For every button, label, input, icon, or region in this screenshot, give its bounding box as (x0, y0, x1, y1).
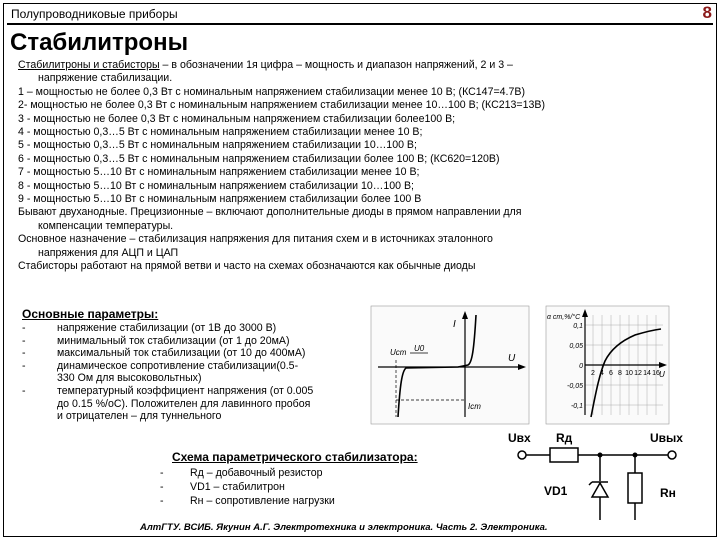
note-continuation: компенсации температуры. (38, 219, 174, 232)
slide-header (7, 3, 713, 25)
scheme-legend (160, 466, 380, 508)
scheme-title: Схема параметрического стабилизатора: (172, 450, 418, 464)
tkn-x-tick: 12 (634, 370, 642, 377)
page-title: Стабилитроны (10, 29, 189, 56)
param-item: - минимальный ток стабилизации (от 1 до 20мА) (22, 334, 290, 347)
tkn-y-tick: -0,1 (570, 403, 583, 410)
param-item: 330 Ом для высоковольтных) (57, 372, 202, 385)
note-continuation: напряжения для АЦП и ЦАП (38, 246, 179, 259)
body-text (18, 59, 708, 274)
note-line: Бывают двуханодные. Прецизионные – включают дополнительные диоды в прямом направлении для (18, 206, 522, 219)
tkn-x-tick: 14 (643, 370, 651, 377)
u-out-label: Uвых (650, 431, 683, 445)
param-item: и отрицателен – для туннельного (57, 410, 222, 423)
intro-continuation: напряжение стабилизации. (38, 72, 173, 85)
slide-number: 8 (702, 3, 712, 22)
u-axis-label: U (508, 353, 516, 364)
vd1-label: VD1 (544, 484, 568, 498)
zener-diode-vd1 (592, 483, 608, 497)
intro-lead: Стабилитроны и стабисторы (18, 59, 160, 71)
intro-rest: – в обозначении 1я цифра – мощность и диапазон напряжений, 2 и 3 – (159, 59, 513, 71)
tkn-y-tick: 0 (579, 363, 583, 370)
resistor-rd (550, 448, 578, 462)
tkn-x-tick: 16 (652, 370, 660, 377)
code-line: 2- мощностью не более 0,3 Вт с номинальным напряжением стабилизации менее 10…100 В; (КС213=13В) (18, 99, 545, 112)
tkn-x-tick: 10 (625, 370, 633, 377)
tkn-x-label: U (659, 370, 665, 379)
i-axis-label: I (453, 319, 456, 330)
tkn-y-tick: -0,05 (567, 383, 583, 390)
rd-label: Rд (556, 431, 573, 445)
section-label: Полупроводниковые приборы (11, 7, 178, 21)
code-line: 6 - мощностью 0,3…5 Вт с номинальным напряжением стабилизации более 100 В; (КС620=120В) (18, 152, 500, 165)
param-item: - температурный коэффициент напряжения (от 0.005 (22, 384, 314, 397)
param-item: до 0.15 %/оС). Положителен для лавинного пробоя (57, 397, 311, 410)
code-line: 4 - мощностью 0,3…5 Вт с номинальным напряжением стабилизации менее 10 В; (18, 126, 423, 139)
ist-label: Iст (468, 402, 481, 411)
code-line: 5 - мощностью 0,3…5 Вт с номинальным напряжением стабилизации 10…100 В; (18, 139, 417, 152)
params-title: Основные параметры: (22, 307, 159, 321)
code-line: 8 - мощностью 5…10 Вт с номинальным напряжением стабилизации 10…100 В; (18, 179, 414, 192)
legend-item: - Rд – добавочный резистор (160, 467, 323, 479)
tkn-y-tick: 0,1 (573, 323, 583, 330)
param-item: - динамическое сопротивление стабилизации(0.5- (22, 359, 299, 372)
u-in-label: Uвх (508, 431, 531, 445)
tkn-x-tick: 8 (618, 370, 622, 377)
output-terminal (668, 451, 676, 459)
stabilizer-circuit (500, 425, 710, 525)
note-line: Стабисторы работают на прямой ветви и часто на схемах обозначаются как обычные диоды (18, 260, 476, 273)
param-item: - напряжение стабилизации (от 1В до 3000 В) (22, 322, 277, 334)
code-line: 9 - мощностью 5…10 Вт с номинальным напряжением стабилизации более 100 В (18, 193, 422, 206)
tkn-x-tick: 4 (600, 370, 604, 377)
code-line: 1 – мощностью не более 0,3 Вт с номинальным напряжением стабилизации менее 10 В; (КС147=4.7В) (18, 85, 525, 98)
param-item: - максимальный ток стабилизации (от 10 до 400мА) (22, 347, 306, 360)
code-line: 7 - мощностью 5…10 Вт с номинальным напряжением стабилизации менее 10 В; (18, 166, 420, 179)
ust-label: Uст (390, 348, 407, 357)
code-line: 3 - мощностью не более 0,3 Вт с номинальным напряжением стабилизации более100 В; (18, 112, 456, 125)
tkn-y-label: α ст,%/°C (547, 314, 581, 321)
tkn-y-tick: 0,05 (569, 343, 583, 350)
params-list (22, 322, 382, 423)
footer: АлтГТУ. ВСИБ. Якунин А.Г. Электротехника и электроника. Часть 2. Электроника. (140, 522, 548, 533)
u0-label: U0 (414, 344, 425, 353)
rn-label: Rн (660, 486, 676, 500)
tkn-x-tick: 6 (609, 370, 613, 377)
legend-item: - Rн – сопротивление нагрузки (160, 495, 335, 507)
zener-iv-graph (370, 305, 530, 425)
note-line: Основное назначение – стабилизация напряжения для питания схем и в источниках эталонного (18, 233, 493, 246)
legend-item: - VD1 – стабилитрон (160, 481, 285, 493)
tkn-x-tick: 2 (591, 370, 595, 377)
intro-line (18, 59, 708, 72)
tkn-graph (545, 305, 670, 425)
input-terminal (518, 451, 526, 459)
resistor-rn (628, 473, 642, 503)
